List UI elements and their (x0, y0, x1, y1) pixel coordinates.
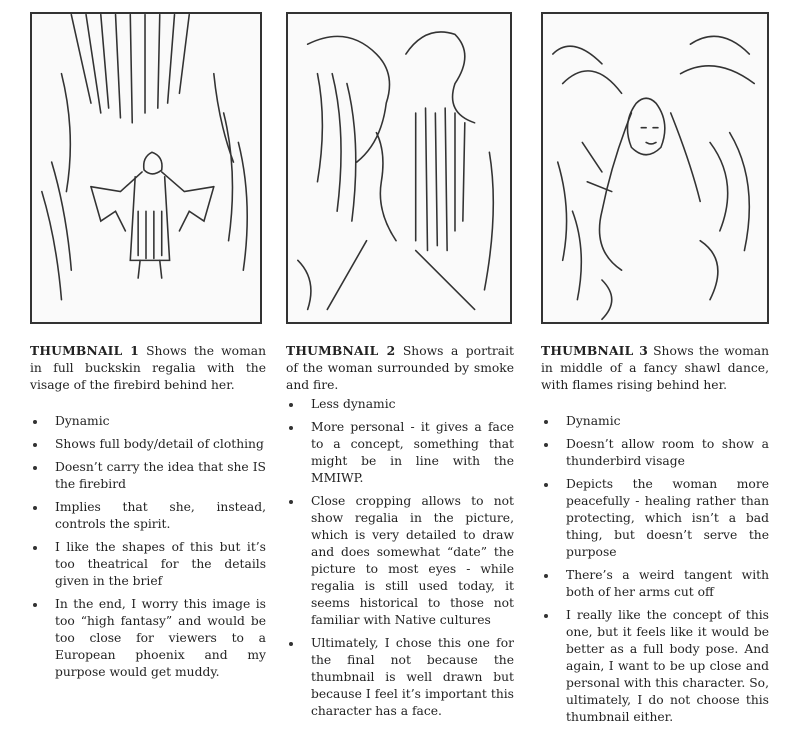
thumbnail-1-points (30, 413, 266, 687)
thumbnail-2-description: Shows a portrait of the woman surrounded by smoke and fire. (286, 344, 514, 392)
thumbnail-1-heading: THUMBNAIL 1 (30, 343, 139, 358)
list-item: I like the shapes of this but it’s too theatrical for the details given in the brief (30, 539, 266, 590)
thumbnail-3-sketch (541, 12, 769, 324)
thumbnail-3-points (541, 413, 769, 732)
list-item: In the end, I worry this image is too “high fantasy” and would be too close for viewers to a European phoenix and my purpose would get muddy. (30, 596, 266, 681)
list-item: Depicts the woman more peacefully - healing rather than protecting, which isn’t a bad thing, but doesn’t serve the purpose (541, 476, 769, 561)
list-item: Less dynamic (286, 396, 514, 413)
list-item: I really like the concept of this one, but it feels like it would be better as a full body pose. And again, I want to be up close and personal with this character. So, ultimately, I do not choose this thumbnail either. (541, 607, 769, 726)
list-item: There’s a weird tangent with both of her arms cut off (541, 567, 769, 601)
thumbnail-1-description: Shows the woman in full buckskin regalia with the visage of the firebird behind her. (30, 344, 266, 392)
list-item: Close cropping allows to not show regalia in the picture, which is very detailed to draw and does somewhat “date” the picture to most eyes - while regalia is still used today, it seems historical to those not familiar with Native cultures (286, 493, 514, 629)
list-item: Ultimately, I chose this one for the final not because the thumbnail is well drawn but because I feel it’s important this character has a face. (286, 635, 514, 720)
portrait-sketch-image (288, 14, 510, 322)
thumbnail-2-caption (286, 342, 514, 394)
firebird-sketch-image (32, 14, 260, 322)
thumbnail-1-caption (30, 342, 266, 394)
thumbnail-2-heading: THUMBNAIL 2 (286, 343, 396, 358)
thumbnail-3-description: Shows the woman in middle of a fancy shawl dance, with flames rising behind her. (541, 344, 769, 392)
list-item: Doesn’t allow room to show a thunderbird visage (541, 436, 769, 470)
thumbnail-1-sketch (30, 12, 262, 324)
thumbnail-2-sketch (286, 12, 512, 324)
list-item: Implies that she, instead, controls the spirit. (30, 499, 266, 533)
list-item: Doesn’t carry the idea that she IS the firebird (30, 459, 266, 493)
list-item: Shows full body/detail of clothing (30, 436, 266, 453)
list-item: More personal - it gives a face to a concept, something that might be in line with the MMIWP. (286, 419, 514, 487)
thumbnail-2-points (286, 396, 514, 726)
list-item: Dynamic (30, 413, 266, 430)
thumbnail-3-heading: THUMBNAIL 3 (541, 343, 648, 358)
shawl-dance-sketch-image (543, 14, 767, 322)
list-item: Dynamic (541, 413, 769, 430)
thumbnail-3-caption (541, 342, 769, 394)
